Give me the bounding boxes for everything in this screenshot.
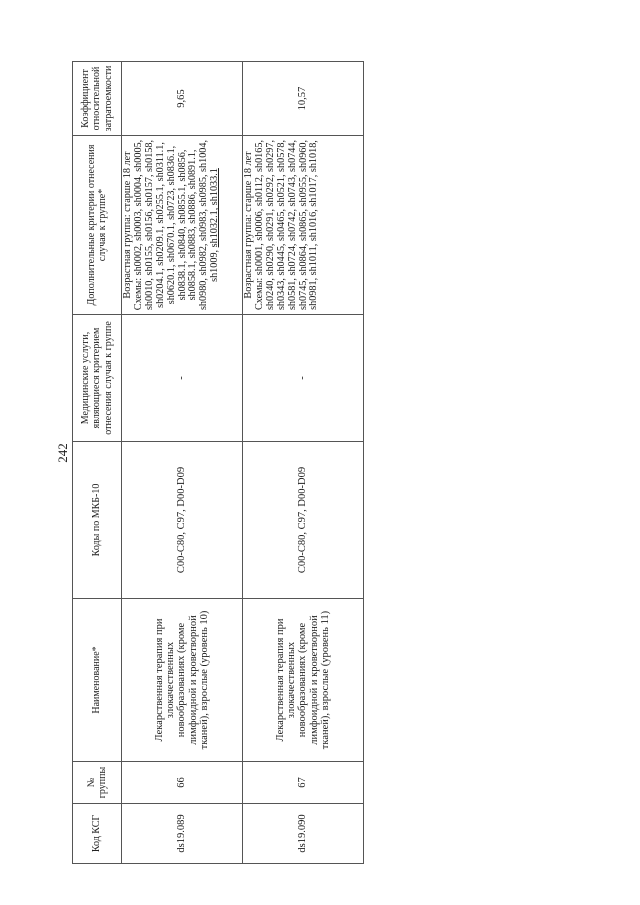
cell-name: Лекарственная терапия при злокачественных новообразованиях (кроме лимфоидной и кроветворной тканей), взрослые (уровень 10) (122, 599, 243, 762)
table-row (243, 62, 364, 864)
header-icd: Коды по МКБ-10 (73, 442, 122, 599)
cell-coefficient: 10,57 (243, 62, 364, 136)
cell-icd: C00-C80, C97, D00-D09 (243, 442, 364, 599)
cell-code: ds19.089 (122, 804, 243, 864)
cell-services: - (243, 315, 364, 442)
header-coefficient: Коэффициент относительной затратоемкости (73, 62, 122, 136)
cell-criteria (243, 136, 364, 315)
criteria-text: Возрастная группа: старше 18 лет Схемы: sh0001, sh0006, sh0112, sh0165, sh0240, sh0290, sh0291, sh0292, sh0297, sh0343, sh0445, sh0465, sh0521, sh0578, sh0581, sh0724, sh0742, sh0743, sh0744, sh0745, sh0864, sh0865, sh0955, sh0960, sh0981, sh1011, sh1016, sh1017, sh1018, (243, 139, 320, 311)
cell-code: ds19.090 (243, 804, 364, 864)
ksg-table (72, 61, 364, 864)
cell-criteria (122, 136, 243, 315)
header-code: Код КСГ (73, 804, 122, 864)
cell-services: - (122, 315, 243, 442)
table-header-row (73, 62, 122, 864)
header-group: № группы (73, 762, 122, 804)
header-name: Наименование* (73, 599, 122, 762)
header-services: Медицинские услуги, являющиеся критерием отнесения случая к группе (73, 315, 122, 442)
cell-name: Лекарственная терапия при злокачественных новообразованиях (кроме лимфоидной и кроветворной тканей), взрослые (уровень 11) (243, 599, 364, 762)
cell-group: 67 (243, 762, 364, 804)
cell-coefficient: 9,65 (122, 62, 243, 136)
cell-icd: C00-C80, C97, D00-D09 (122, 442, 243, 599)
ksg-table-container (72, 62, 354, 864)
criteria-tail-text: sh1032.1, sh1033.1 (209, 168, 221, 248)
header-criteria: Дополнительные критерии отнесения случая к группе* (73, 136, 122, 315)
table-row (122, 62, 243, 864)
criteria-text: Возрастная группа: старше 18 лет Схемы: sh0002, sh0003, sh0004, sh0005, sh0010, sh0155, sh0156, sh0157, sh0158, sh0204.1, sh0209.1, sh0255.1, sh0311.1, sh0620.1, sh0670.1, sh0723, sh0836.1, sh0838.1, sh0840, sh0855.1, sh0856, sh0858.1, sh0883, sh0886, sh0891.1, sh0980, sh0982, sh0983, sh0985, sh1004, sh1009, (122, 139, 221, 311)
cell-group: 66 (122, 762, 243, 804)
page-number-text: 242 (55, 443, 70, 463)
